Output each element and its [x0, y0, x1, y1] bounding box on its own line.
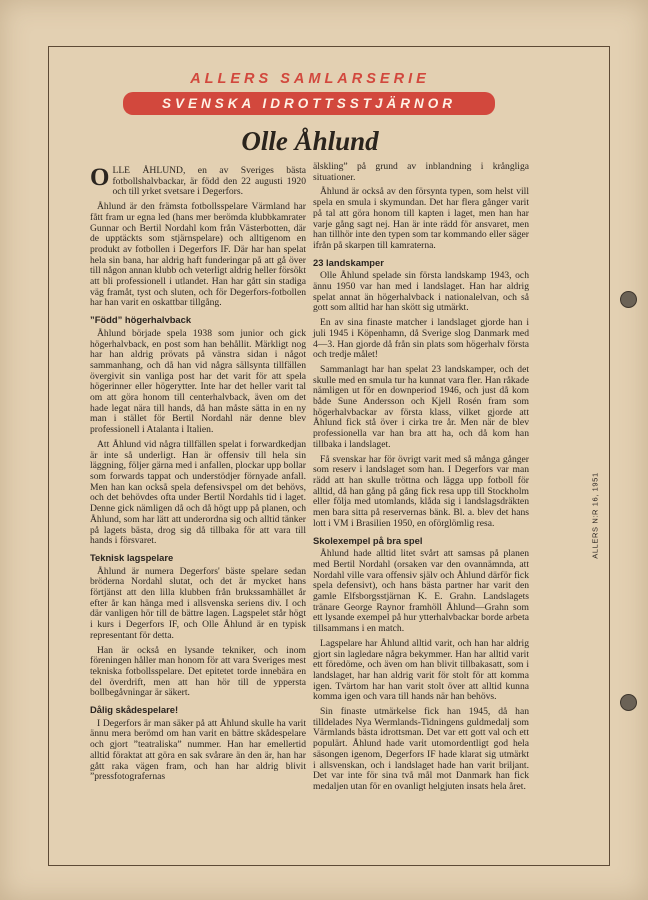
paragraph: Olle Åhlund spelade sin första landskamp 1943, och ännu 1950 var han med i landslaget. Han har aldrig spelat annat än högerhalvback i nationalelvan, och så gott som alltid har han skött sig utmärkt. — [313, 270, 529, 314]
paragraph: älskling” på grund av inblandning i krångliga situationer. — [313, 161, 529, 183]
paragraph: Åhlund är numera Degerfors' bäste spelare sedan bröderna Nordahl slutat, och det är mycket hans förtjänst att den lilla klubben från brukssamhället år efter år kan hänga med i allsvenska seriens div. I och där vanligen hör till de bättre lagen. Lagspelet står högt i kurs i Degerfors IF, och Olle Åhlund är en typisk representant för detta. — [90, 565, 306, 641]
paragraph: Att Åhlund vid några tillfällen spelat i forwardkedjan är inte så underligt. Han är offensiv till hela sin läggning, följer gärna med i anfallen, plockar upp bollar som forwards tappat och understödjer förnyade anfall. Men han kan också spela defensivspel om det behövs, och det behövdes ofta under Bertil Nordahls tid i laget. Denne gick nämligen då och då högt upp på planen, och Åhlund, som har lätt att underordna sig och alltid tänker på lagets bästa, drog sig då tillbaka för att vara till hands i försvaret. — [90, 438, 306, 547]
issue-label-text: ALLERS N:R 16, 1951 — [590, 471, 600, 559]
paragraph: Sammanlagt har han spelat 23 landskamper, och det skulle med en smula tur ha kunnat vara fler. Han råkade nämligen ut för en downperiod 1946, och just då kom både Sune Andersson och Kjell Rosén fram som högerhalvbackar av första klass, vilket gjorde att Åhlund fick stå över i cirka tre år. Men när de blev professionella var han bra att ha, och då kom han tillbaka i landslaget. — [313, 363, 529, 450]
left-column — [90, 166, 306, 787]
paragraph: Han är också en lysande tekniker, och inom föreningen håller man honom för att vara Sveriges mest tekniska fotbollsspelare. Det epitetet torde innebära en del överdrift, men att han hör till de yppersta bollbegåvningar är säkert. — [90, 644, 306, 699]
section-heading: ”Född” högerhalvback — [90, 314, 192, 326]
article-title: Olle Åhlund — [241, 126, 379, 156]
section-heading: Skolexempel på bra spel — [313, 534, 423, 546]
drop-cap: O — [90, 164, 110, 191]
section-heading: Teknisk lagspelare — [90, 551, 174, 563]
paragraph: Åhlund hade alltid litet svårt att samsas på planen med Bertil Nordahl (orsaken var den ovannämnda, att Nordahl ville vara offensiv själv och Åhlund därför fick spela defensivt), och hans bästa partner har varit den gamle Elfsborgsstjärnan K. E. Grahn. Landslagets tränare George Raynor framhöll Åhlund—Grahn som ett lysande exempel på hur ytterhalvbackar borde arbeta tillsammans i en match. — [313, 548, 529, 635]
paragraph: Lagspelare har Åhlund alltid varit, och han har aldrig gjort sin lagledare några bekymmer. Han har alltid varit ett föredöme, och även om han blivit tillbakasatt, som i landslaget, har han aldrig varit för stolt för att komma igen. Tvärtom har han varit stolt över att alltid kunna komma igen och vara till hands när han behövs. — [313, 637, 529, 703]
right-column — [313, 162, 529, 797]
series-title: ALLERS SAMLARSERIE — [190, 71, 430, 87]
section-heading: 23 landskamper — [313, 256, 384, 268]
paragraph: I Degerfors är man säker på att Åhlund skulle ha varit ännu mera berömd om han varit en bättre skådespelare och gjort ”teatraliska” nummer. Han har emellertid alltid föraktat att göra en sak svårare än den är, han har gått raka vägen fram, och han har aldrig blivit ”pressfotografernas — [90, 717, 306, 783]
paragraph: Sin finaste utmärkelse fick han 1945, då han tilldelades Nya Wermlands-Tidningens guldmedalj som Värmlands bästa idrottsman. Det var ett gott val och ett populärt. Åhlund hade varit utomordentligt god hela säsongen igenom, Degerfors IF hade klarat sig utmärkt i allsvenskan, och i landslaget hade han varit briljant. Det var inte för sina två mål mot Danmark han fick medaljen utan för en ovanligt helgjuten insats hela året. — [313, 706, 529, 792]
section-heading: Dålig skådespelare! — [90, 704, 179, 716]
binder-hole-bottom — [620, 694, 637, 711]
intro-paragraph — [90, 166, 306, 198]
paragraph: Åhlund är den främsta fotbollsspelare Värmland har fått fram ur egna led (hans mer berömda klubbkamrater Gunnar och Bertil Nordahl kom från Västerbotten, där de upptäckts som stjärnspelare) och alltigenom en produkt av fotbollen i Degerfors IF. Där har han spelat hela sin bana, har aldrig haft funderingar på att gå över till någon annan klubb och veterligt aldrig heller försökt att bli professionell i utlandet. Han har gått sin stadiga väg framåt, tyst och sluten, och för Degerfors-fotbollen har han varit en oskattbar tillgång. — [90, 201, 306, 309]
paragraph: Åhlund är också av den försynta typen, som helst vill spela en smula i skymundan. Det har flera gånger varit på tal att göra honom till kapten i laget, men han har varje gång sagt nej. Han är inte rädd för ansvaret, men han tillhör inte den typen som tar kommando eller säger ifrån på skarpen till kamraterna. — [313, 186, 529, 251]
paragraph: Åhlund började spela 1938 som junior och gick högerhalvback, en post som han behållit. Märkligt nog har han aldrig prövats på vänstra sidan i något sammanhang, och då han vid några sällsynta tillfällen övergivit sin vanliga post har det varit för att spela högerinner eller högerytter. Inte har det heller varit tal om att göra honom till centerhalvback, även om det hade legat nära till hands, då han måste sätta in en ny man i stället för Bertil Nordahl när denne blev professionell i Atalanta i Italien. — [90, 327, 306, 436]
issue-label — [585, 455, 605, 575]
paragraph: Få svenskar har för övrigt varit med så många gånger som reserv i landslaget som han. I Degerfors var man rädd att han skulle tröttna och lägga upp fotboll för alltid, då han gång på gång fick resa upp till Stockholm eller följa med utomlands, klåda sig i landslagsdräkten men bara sitta på reservernas bänk. Bl. a. blev det hans lott i VM i Brasilien 1950, en oförglömlig resa. — [313, 453, 529, 529]
binder-hole-top — [620, 291, 637, 308]
paragraph: En av sina finaste matcher i landslaget gjorde han i juli 1945 i Köpenhamn, då Sverige slog Danmark med 4—3. Han gjorde då från sin plats som högerhalv första och tredje målet! — [313, 317, 529, 361]
intro-text: LLE ÅHLUND, en av Sveriges bästa fotbollshalvbackar, är född den 22 augusti 1920 och till yrket svetsare i Degerfors. — [112, 165, 306, 198]
series-banner: SVENSKA IDROTTSSTJÄRNOR — [123, 92, 495, 115]
